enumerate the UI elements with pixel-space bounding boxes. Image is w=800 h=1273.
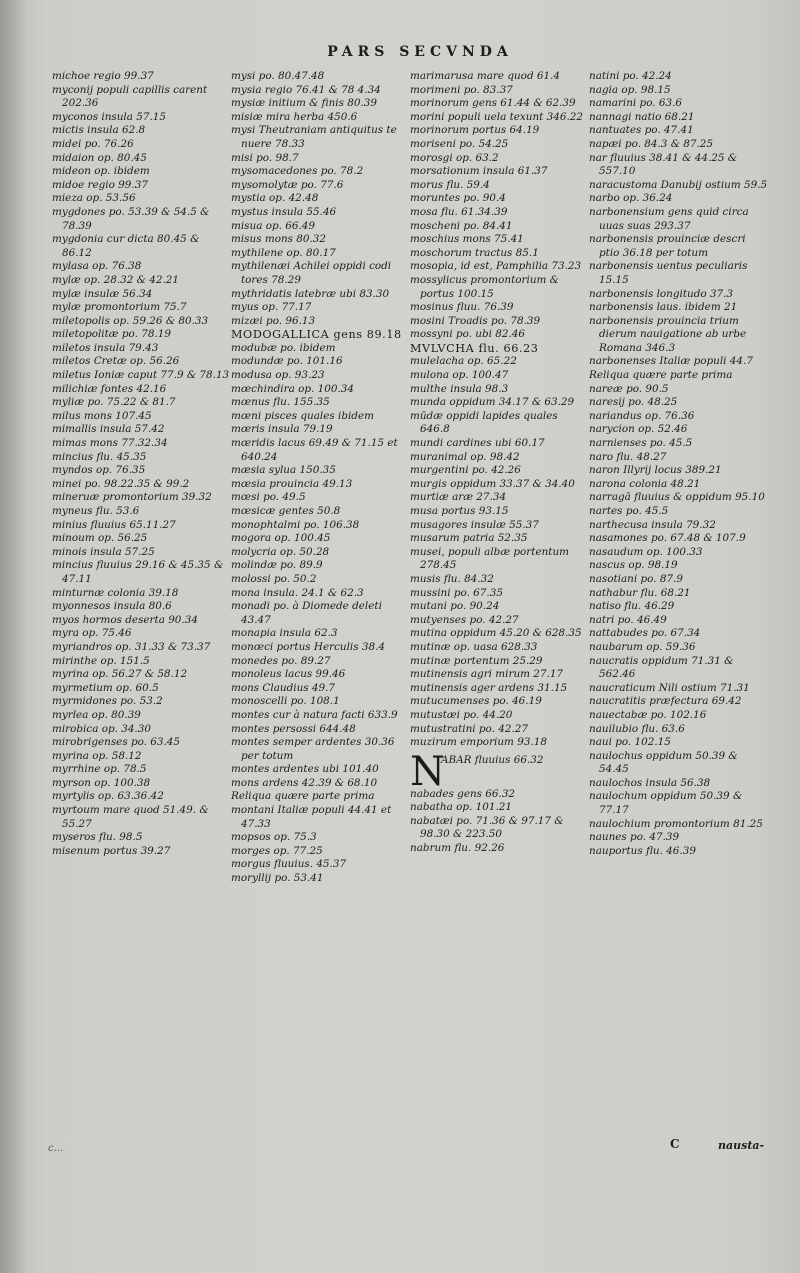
index-entry: nariandus op. 76.36 bbox=[589, 409, 695, 422]
index-entry: minturnæ colonia 39.18 bbox=[52, 586, 179, 599]
index-entry: mona insula. 24.1 & 62.3 bbox=[231, 586, 364, 599]
index-entry: mœni pisces quales ibidem bbox=[231, 409, 374, 422]
index-entry: monedes po. 89.27 bbox=[231, 654, 331, 667]
index-column-2 bbox=[231, 70, 411, 886]
index-entry: narbo op. 36.24 bbox=[589, 192, 673, 205]
index-entry: michoe regio 99.37 bbox=[52, 70, 154, 82]
index-entry: mutyenses po. 42.27 bbox=[410, 613, 519, 626]
index-entry: mosini Troadis po. 78.39 bbox=[410, 314, 541, 327]
index-entry: naro flu. 48.27 bbox=[589, 450, 667, 463]
index-entry: naron Illyrij locus 389.21 bbox=[589, 464, 722, 477]
index-entry: naunes po. 47.39 bbox=[589, 831, 680, 844]
index-entry: naucraticum Nili ostium 71.31 bbox=[589, 681, 750, 694]
index-entry: modusa op. 93.23 bbox=[231, 369, 325, 382]
index-entry: musei, populi albæ portentum 278.45 bbox=[410, 545, 570, 572]
index-entry: monœci portus Herculis 38.4 bbox=[231, 640, 386, 653]
index-entry: mimallis insula 57.42 bbox=[52, 423, 165, 436]
signature-mark: C bbox=[670, 1137, 680, 1151]
index-entry: nagia op. 98.15 bbox=[589, 83, 671, 96]
index-entry: myus op. 77.17 bbox=[231, 301, 312, 314]
index-entry: nattabudes po. 67.34 bbox=[589, 627, 701, 640]
index-entry: misua op. 66.49 bbox=[231, 219, 315, 232]
index-entry: monoscelli po. 108.1 bbox=[231, 695, 340, 708]
index-entry: mylæ insulæ 56.34 bbox=[52, 287, 153, 300]
index-entry: narbonensis prouincia trium dierum nauigatione ab urbe Romana 346.3 bbox=[589, 314, 747, 354]
index-entry: mutustæi po. 44.20 bbox=[410, 708, 513, 721]
index-entry: nabatæi po. 71.36 & 97.17 & 98.30 & 223.50 bbox=[410, 814, 564, 841]
index-entry: mœridis lacus 69.49 & 71.15 et 640.24 bbox=[231, 437, 398, 463]
index-entry: mutustratini po. 42.27 bbox=[410, 722, 528, 735]
index-entry: mutani po. 90.24 bbox=[410, 600, 500, 613]
index-entry: nabades gens 66.32 bbox=[410, 787, 516, 800]
index-column-4 bbox=[589, 70, 769, 858]
index-entry: narona colonia 48.21 bbox=[589, 477, 701, 490]
index-entry: moschorum tractus 85.1 bbox=[410, 246, 539, 259]
index-entry: miletos insula 79.43 bbox=[52, 341, 159, 354]
index-entry: mysi po. 80.47.48 bbox=[231, 70, 325, 82]
index-entry: morini populi uela texunt 346.22 bbox=[410, 110, 583, 123]
index-entry: minei po. 98.22.35 & 99.2 bbox=[52, 477, 190, 490]
index-entry: narbonensis longitudo 37.3 bbox=[589, 287, 734, 300]
index-entry: mirobrigenses po. 63.45 bbox=[52, 736, 181, 749]
index-column-1 bbox=[52, 70, 232, 858]
index-entry: nartes po. 45.5 bbox=[589, 505, 669, 517]
index-entry: myneus flu. 53.6 bbox=[52, 505, 140, 517]
index-entry: naubarum op. 59.36 bbox=[589, 640, 696, 653]
index-entry: mizæi po. 96.13 bbox=[231, 314, 316, 327]
index-entry: midei po. 76.26 bbox=[52, 137, 134, 150]
index-entry: naulochium promontorium 81.25 bbox=[589, 817, 763, 830]
index-entry: moryllij po. 53.41 bbox=[231, 872, 324, 885]
index-entry: mosa flu. 61.34.39 bbox=[410, 205, 508, 218]
drop-cap-letter: N bbox=[410, 748, 445, 795]
index-entry: mygdonia cur dicta 80.45 & 86.12 bbox=[52, 233, 200, 259]
index-entry: mictis insula 62.8 bbox=[52, 124, 146, 137]
nabar-entry-text: ABAR fluuius 66.32 bbox=[441, 753, 544, 766]
index-entry: mysi Theutraniam antiquitus te nuere 78.33 bbox=[231, 124, 397, 150]
index-entry: molindæ po. 89.9 bbox=[231, 559, 323, 572]
index-entry: miletus Ioniæ caput 77.9 & 78.13 bbox=[52, 369, 230, 382]
index-entry: monapia insula 62.3 bbox=[231, 627, 338, 640]
index-column-3 bbox=[410, 70, 590, 856]
index-entry: musarum patria 52.35 bbox=[410, 532, 528, 545]
index-entry: mœchindira op. 100.34 bbox=[231, 382, 354, 395]
index-entry: mossyni po. ubi 82.46 bbox=[410, 328, 526, 341]
index-entry: molossi po. 50.2 bbox=[231, 572, 317, 585]
index-entry: mons Claudius 49.7 bbox=[231, 681, 336, 694]
index-entry: mythridatis latebræ ubi 83.30 bbox=[231, 287, 390, 300]
index-entry: mylæ promontorium 75.7 bbox=[52, 301, 187, 314]
index-entry: naracustoma Danubij ostium 59.5 bbox=[589, 178, 768, 191]
index-entry: monoleus lacus 99.46 bbox=[231, 668, 346, 681]
index-entry: naucratis oppidum 71.31 & 562.46 bbox=[589, 654, 734, 681]
index-entry: midoe regio 99.37 bbox=[52, 178, 148, 191]
index-entry: misus mons 80.32 bbox=[231, 233, 327, 246]
index-entry: nauportus flu. 46.39 bbox=[589, 844, 696, 857]
index-entry: modubæ po. ibidem bbox=[231, 341, 336, 354]
index-entry: morinorum gens 61.44 & 62.39 bbox=[410, 97, 576, 110]
index-entry: milus mons 107.45 bbox=[52, 409, 152, 422]
index-entry: miletopolis op. 59.26 & 80.33 bbox=[52, 314, 209, 327]
index-entry: mœris insula 79.19 bbox=[231, 423, 333, 436]
index-entry: mons ardens 42.39 & 68.10 bbox=[231, 776, 378, 789]
index-entry: nasamones po. 67.48 & 107.9 bbox=[589, 532, 746, 545]
index-entry: mystus insula 55.46 bbox=[231, 205, 337, 218]
index-entry: morinorum portus 64.19 bbox=[410, 124, 540, 137]
index-entry: myrmidones po. 53.2 bbox=[52, 695, 163, 708]
index-entry: MVLVCHA flu. 66.23 bbox=[410, 341, 539, 355]
index-entry: naulochus oppidum 50.39 & 54.45 bbox=[589, 749, 738, 776]
index-entry: midaion op. 80.45 bbox=[52, 151, 147, 164]
index-entry: nabatha op. 101.21 bbox=[410, 801, 512, 814]
index-column-3-entries bbox=[410, 70, 590, 750]
index-entry: musis flu. 84.32 bbox=[410, 572, 494, 585]
index-entry: narbonensis uentus peculiaris 15.15 bbox=[589, 260, 748, 286]
index-entry: miletos Cretæ op. 56.26 bbox=[52, 355, 180, 368]
index-entry: myconij populi capillis carent 202.36 bbox=[52, 83, 208, 110]
index-entry: miletopolitæ po. 78.19 bbox=[52, 328, 171, 341]
index-entry: mosopia, id est, Pamphilia 73.23 bbox=[410, 260, 582, 273]
index-entry: mutina oppidum 45.20 & 628.35 bbox=[410, 627, 582, 640]
index-entry: montani Italiæ populi 44.41 et 47.33 bbox=[231, 804, 392, 830]
index-entry: morimeni po. 83.37 bbox=[410, 83, 513, 96]
index-entry: natri po. 46.49 bbox=[589, 613, 667, 626]
index-entry: myrina op. 56.27 & 58.12 bbox=[52, 668, 188, 681]
index-entry: murgis oppidum 33.37 & 34.40 bbox=[410, 477, 575, 490]
index-entry: namarini po. 63.6 bbox=[589, 97, 683, 110]
index-entry: mideon op. ibidem bbox=[52, 165, 150, 178]
index-entry: mœsicæ gentes 50.8 bbox=[231, 505, 341, 517]
index-entry: moscheni po. 84.41 bbox=[410, 219, 513, 232]
index-entry: mutinæ portentum 25.29 bbox=[410, 654, 543, 667]
index-entry: minius fluuius 65.11.27 bbox=[52, 518, 176, 531]
index-column-3b-entries bbox=[410, 788, 590, 856]
index-entry: milichiæ fontes 42.16 bbox=[52, 382, 167, 395]
index-entry: nauectabæ po. 102.16 bbox=[589, 708, 707, 721]
index-entry: narnienses po. 45.5 bbox=[589, 437, 693, 450]
index-entry: mœsia prouincia 49.13 bbox=[231, 477, 353, 490]
index-entry: muzirum emporium 93.18 bbox=[410, 736, 547, 749]
index-entry: narycion op. 52.46 bbox=[589, 423, 688, 436]
index-entry: marimarusa mare quod 61.4 bbox=[410, 70, 561, 82]
index-entry: mogora op. 100.45 bbox=[231, 532, 331, 545]
index-entry: myseros flu. 98.5 bbox=[52, 831, 143, 844]
index-entry: modundæ po. 101.16 bbox=[231, 355, 343, 368]
index-entry: mūdæ oppidi lapides quales 646.8 bbox=[410, 409, 558, 436]
index-entry: myrrhine op. 78.5 bbox=[52, 763, 147, 776]
index-entry: myra op. 75.46 bbox=[52, 627, 132, 640]
index-entry: nannagi natio 68.21 bbox=[589, 110, 695, 123]
index-entry: mæsia sylua 150.35 bbox=[231, 464, 336, 477]
index-entry: minoum op. 56.25 bbox=[52, 532, 148, 545]
footer-mark: c... bbox=[48, 1143, 64, 1154]
index-entry: MODOGALLICA gens 89.18 bbox=[231, 328, 402, 342]
index-entry: naresij po. 48.25 bbox=[589, 396, 678, 409]
index-entry: molycria op. 50.28 bbox=[231, 545, 330, 558]
index-entry: multhe insula 98.3 bbox=[410, 382, 509, 395]
index-entry: myos hormos deserta 90.34 bbox=[52, 613, 198, 626]
index-entry: mysiæ initium & finis 80.39 bbox=[231, 97, 378, 110]
index-entry: myrtylis op. 63.36.42 bbox=[52, 790, 164, 803]
index-entry: myrson op. 100.38 bbox=[52, 776, 151, 789]
index-entry: myrina op. 58.12 bbox=[52, 749, 142, 762]
index-entry: mysia regio 76.41 & 78 4.34 bbox=[231, 83, 381, 96]
index-entry: mylasa op. 76.38 bbox=[52, 260, 142, 273]
index-entry: narragā fluuius & oppidum 95.10 bbox=[589, 491, 765, 504]
index-entry: narbonensium gens quid circa uuas suas 293.37 bbox=[589, 205, 749, 232]
index-entry: mieza op. 53.56 bbox=[52, 192, 136, 205]
index-entry: moruntes po. 90.4 bbox=[410, 192, 506, 205]
index-entry: musagores insulæ 55.37 bbox=[410, 518, 539, 531]
index-entry: myrlea op. 80.39 bbox=[52, 708, 141, 721]
index-entry: napæi po. 84.3 & 87.25 bbox=[589, 137, 713, 150]
index-entry: morus flu. 59.4 bbox=[410, 178, 490, 191]
index-entry: nasotiani po. 87.9 bbox=[589, 572, 683, 585]
index-entry: mythilene op. 80.17 bbox=[231, 246, 336, 259]
index-entry: myliæ po. 75.22 & 81.7 bbox=[52, 396, 176, 409]
index-entry: mimas mons 77.32.34 bbox=[52, 437, 168, 450]
catchword: nausta- bbox=[718, 1139, 765, 1152]
index-entry: nascus op. 98.19 bbox=[589, 559, 678, 572]
index-entry: narbonensis laus. ibidem 21 bbox=[589, 301, 738, 314]
index-entry: mutinensis agri mirum 27.17 bbox=[410, 668, 564, 681]
index-entry: naucratitis præfectura 69.42 bbox=[589, 695, 742, 708]
index-entry: minois insula 57.25 bbox=[52, 545, 155, 558]
index-entry: murtiæ aræ 27.34 bbox=[410, 491, 507, 504]
index-entry: mopsos op. 75.3 bbox=[231, 831, 317, 844]
index-entry: narbonenses Italiæ populi 44.7 bbox=[589, 355, 753, 368]
index-entry: mincius flu. 45.35 bbox=[52, 450, 147, 463]
index-entry: nathabur flu. 68.21 bbox=[589, 586, 691, 599]
index-entry: morgus fluuius. 45.37 bbox=[231, 858, 347, 871]
index-entry: mirinthe op. 151.5 bbox=[52, 654, 150, 667]
index-entry: monophtalmi po. 106.38 bbox=[231, 518, 360, 531]
index-entry: myndos op. 76.35 bbox=[52, 464, 146, 477]
index-entry: Reliqua quære parte prima bbox=[231, 790, 375, 803]
index-entry: myconos insula 57.15 bbox=[52, 110, 166, 123]
index-entry: natiso flu. 46.29 bbox=[589, 600, 675, 613]
index-entry: narthecusa insula 79.32 bbox=[589, 518, 716, 531]
index-entry: mythilenæi Achilei oppidi codi tores 78.29 bbox=[231, 260, 392, 286]
index-entry: montes semper ardentes 30.36 per totum bbox=[231, 736, 395, 762]
index-entry: nasaudum op. 100.33 bbox=[589, 545, 703, 558]
index-entry: mysomacedones po. 78.2 bbox=[231, 165, 364, 178]
index-entry: nareæ po. 90.5 bbox=[589, 382, 669, 395]
index-entry: mincius fluuius 29.16 & 45.35 & 47.11 bbox=[52, 559, 224, 585]
index-entry: mulona op. 100.47 bbox=[410, 369, 509, 382]
index-entry: mussini po. 67.35 bbox=[410, 586, 503, 599]
index-entry: mutinæ op. uasa 628.33 bbox=[410, 640, 538, 653]
index-entry: mosinus fluu. 76.39 bbox=[410, 301, 514, 314]
index-entry: narbonensis prouinciæ descri ptio 36.18 per totum bbox=[589, 233, 746, 259]
index-entry: mystia op. 42.48 bbox=[231, 192, 319, 205]
index-entry: mygdones po. 53.39 & 54.5 & 78.39 bbox=[52, 205, 210, 232]
index-entry: montes persossi 644.48 bbox=[231, 722, 356, 735]
index-entry: morges op. 77.25 bbox=[231, 844, 323, 857]
index-entry: myriandros op. 31.33 & 73.37 bbox=[52, 640, 211, 653]
index-entry: naulochum oppidum 50.39 & 77.17 bbox=[589, 790, 743, 817]
index-entry: morosgi op. 63.2 bbox=[410, 151, 499, 164]
index-entry: monadi po. à Diomede deleti 43.47 bbox=[231, 600, 382, 626]
index-entry: mylæ op. 28.32 & 42.21 bbox=[52, 273, 179, 286]
index-entry: Reliqua quære parte prima bbox=[589, 369, 733, 382]
index-entry: mœnus flu. 155.35 bbox=[231, 396, 330, 409]
index-entry: mossylicus promontorium & portus 100.15 bbox=[410, 273, 559, 300]
index-entry: montes ardentes ubi 101.40 bbox=[231, 763, 379, 776]
index-entry: mundi cardines ubi 60.17 bbox=[410, 437, 545, 450]
index-entry: mutinensis ager ardens 31.15 bbox=[410, 681, 568, 694]
index-entry: myonnesos insula 80.6 bbox=[52, 600, 172, 613]
index-entry: nantuates po. 47.41 bbox=[589, 124, 694, 137]
index-entry: misenum portus 39.27 bbox=[52, 844, 171, 857]
index-entry: nauilubio flu. 63.6 bbox=[589, 722, 685, 735]
index-entry: myrtoum mare quod 51.49. & 55.27 bbox=[52, 804, 209, 830]
index-entry: murgentini po. 42.26 bbox=[410, 464, 521, 477]
index-entry: montes cur à natura facti 633.9 bbox=[231, 708, 398, 721]
index-entry: nabrum flu. 92.26 bbox=[410, 842, 505, 855]
index-entry: mœsi po. 49.5 bbox=[231, 491, 306, 504]
index-entry: morsationum insula 61.37 bbox=[410, 165, 548, 178]
running-header: PARS SECVNDA bbox=[327, 44, 513, 60]
index-entry: munda oppidum 34.17 & 63.29 bbox=[410, 396, 575, 409]
index-entry: mysomolytæ po. 77.6 bbox=[231, 178, 344, 191]
index-entry: mutucumenses po. 46.19 bbox=[410, 695, 542, 708]
index-entry: mulelacha op. 65.22 bbox=[410, 355, 517, 368]
index-entry: mineruæ promontorium 39.32 bbox=[52, 491, 212, 504]
index-entry: muranimal op. 98.42 bbox=[410, 450, 520, 463]
index-entry: misi po. 98.7 bbox=[231, 151, 299, 164]
index-entry: musa portus 93.15 bbox=[410, 505, 509, 517]
index-entry: natini po. 42.24 bbox=[589, 70, 672, 82]
index-entry: nar fluuius 38.41 & 44.25 & 557.10 bbox=[589, 151, 738, 178]
index-entry: mirobica op. 34.30 bbox=[52, 722, 151, 735]
index-entry: naui po. 102.15 bbox=[589, 736, 671, 749]
index-entry: moschius mons 75.41 bbox=[410, 233, 524, 246]
index-entry: myrmetium op. 60.5 bbox=[52, 681, 159, 694]
index-entry: moriseni po. 54.25 bbox=[410, 137, 509, 150]
index-entry: naulochos insula 56.38 bbox=[589, 776, 711, 789]
index-entry: misiæ mira herba 450.6 bbox=[231, 110, 358, 123]
binding-shadow bbox=[0, 0, 28, 1273]
